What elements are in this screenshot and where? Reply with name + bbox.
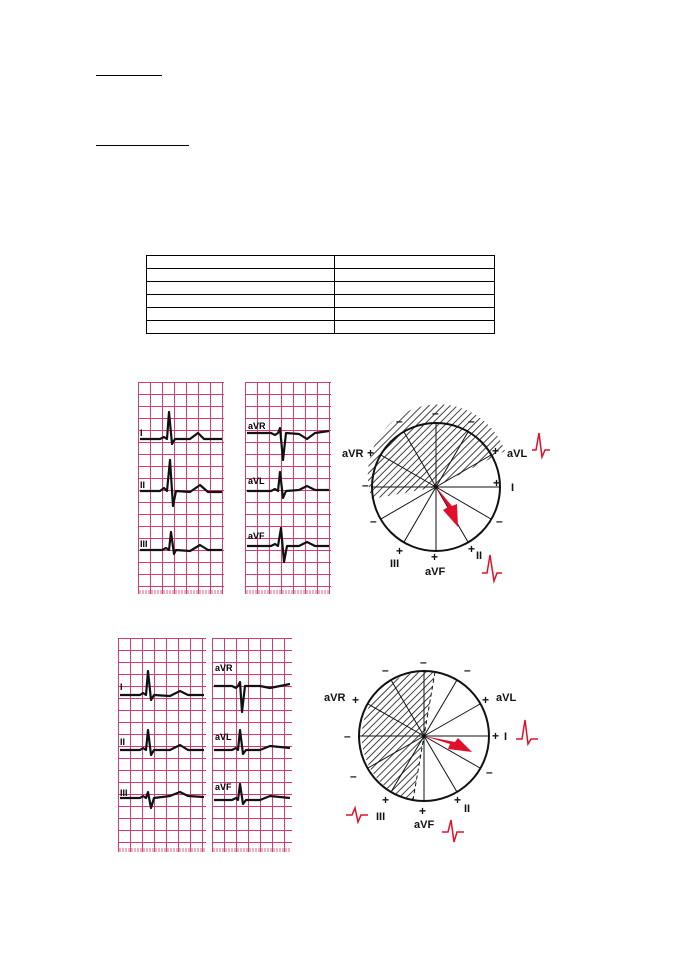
svg-text:–: – xyxy=(382,663,389,677)
axis-label-avf: aVF xyxy=(425,566,446,578)
svg-text:+: + xyxy=(382,793,390,807)
lead-label-avf: aVF xyxy=(248,531,265,541)
svg-text:+: + xyxy=(493,476,501,490)
lead-label-iii: III xyxy=(120,788,128,798)
svg-text:+: + xyxy=(431,550,439,564)
table-row xyxy=(147,282,495,295)
svg-text:–: – xyxy=(432,406,439,420)
svg-text:–: – xyxy=(370,514,377,528)
qrs-complex-avf xyxy=(442,820,464,842)
ecg-strip-augmented-leads-1 xyxy=(245,382,331,594)
table-cell xyxy=(147,282,335,295)
table-cell xyxy=(335,269,495,282)
svg-text:–: – xyxy=(464,663,471,677)
axis-label-avr: aVR xyxy=(342,448,364,460)
svg-text:+: + xyxy=(396,544,404,558)
lead-label-i: I xyxy=(140,428,143,438)
table-cell xyxy=(335,256,495,269)
svg-text:–: – xyxy=(420,655,427,669)
table-row xyxy=(147,256,495,269)
svg-text:+: + xyxy=(367,446,375,460)
ecg-grid xyxy=(138,382,224,594)
axis-label-i: I xyxy=(504,731,508,743)
ecg-trace-avr xyxy=(247,428,329,460)
table-cell xyxy=(147,256,335,269)
ecg-trace-i xyxy=(140,412,222,444)
qrs-complex-i xyxy=(516,720,538,744)
svg-text:+: + xyxy=(352,693,360,707)
svg-text:–: – xyxy=(344,729,351,743)
svg-text:+: + xyxy=(492,729,500,743)
ecg-strip-limb-leads-1 xyxy=(138,382,224,594)
ecg-trace-iii xyxy=(140,532,222,554)
axis-label-iii: III xyxy=(390,558,400,570)
svg-text:–: – xyxy=(486,765,493,779)
table-cell xyxy=(147,269,335,282)
qrs-complex-ii xyxy=(482,555,502,581)
axis-label-i: I xyxy=(511,482,515,494)
axis-label-ii: II xyxy=(464,803,471,815)
table-row xyxy=(147,308,495,321)
empty-table xyxy=(146,255,495,334)
lead-label-avr: aVR xyxy=(215,663,233,673)
ecg-trace-avr xyxy=(214,682,290,712)
axis-label-iii: III xyxy=(376,811,386,823)
axis-label-avl: aVL xyxy=(507,448,528,460)
ecg-trace-ii xyxy=(120,730,204,755)
axis-label-avl: aVL xyxy=(496,692,517,704)
lead-label-iii: III xyxy=(140,539,148,549)
svg-text:–: – xyxy=(468,414,475,428)
table-cell xyxy=(147,308,335,321)
lead-label-ii: II xyxy=(140,480,146,490)
svg-text:+: + xyxy=(454,793,462,807)
ecg-trace-i xyxy=(120,671,204,700)
heading-underline-2 xyxy=(96,145,189,146)
lead-label-ii: II xyxy=(120,737,126,747)
axis-label-ii: II xyxy=(476,550,483,562)
lead-label-avl: aVL xyxy=(215,732,232,742)
qrs-complex-avl xyxy=(532,433,550,457)
lead-label-avf: aVF xyxy=(215,782,232,792)
svg-text:+: + xyxy=(482,693,490,707)
ecg-grid xyxy=(245,382,331,594)
axis-label-avf: aVF xyxy=(414,819,435,831)
svg-text:+: + xyxy=(492,444,500,458)
table-row xyxy=(147,295,495,308)
heading-underline-1 xyxy=(96,75,162,76)
hexaxial-diagram-2 xyxy=(318,652,550,850)
qrs-complex-iii xyxy=(346,808,368,822)
ecg-strip-limb-leads-2 xyxy=(118,638,206,852)
lead-label-i: I xyxy=(120,682,123,692)
svg-text:–: – xyxy=(496,514,503,528)
table-cell xyxy=(335,321,495,334)
ecg-grid xyxy=(118,638,206,852)
svg-text:–: – xyxy=(350,769,357,783)
ecg-strip-augmented-leads-2 xyxy=(212,638,292,852)
axis-label-avr: aVR xyxy=(324,692,346,704)
table-cell xyxy=(335,282,495,295)
table-cell xyxy=(147,295,335,308)
table-row xyxy=(147,269,495,282)
svg-text:–: – xyxy=(396,414,403,428)
lead-label-avr: aVR xyxy=(248,421,266,431)
table-cell xyxy=(335,308,495,321)
lead-label-avl: aVL xyxy=(248,476,265,486)
svg-text:+: + xyxy=(468,542,476,556)
table-cell xyxy=(147,321,335,334)
table-cell xyxy=(335,295,495,308)
svg-text:–: – xyxy=(362,478,369,492)
table-row xyxy=(147,321,495,334)
hexaxial-diagram-1 xyxy=(340,395,560,590)
svg-text:+: + xyxy=(419,804,427,818)
